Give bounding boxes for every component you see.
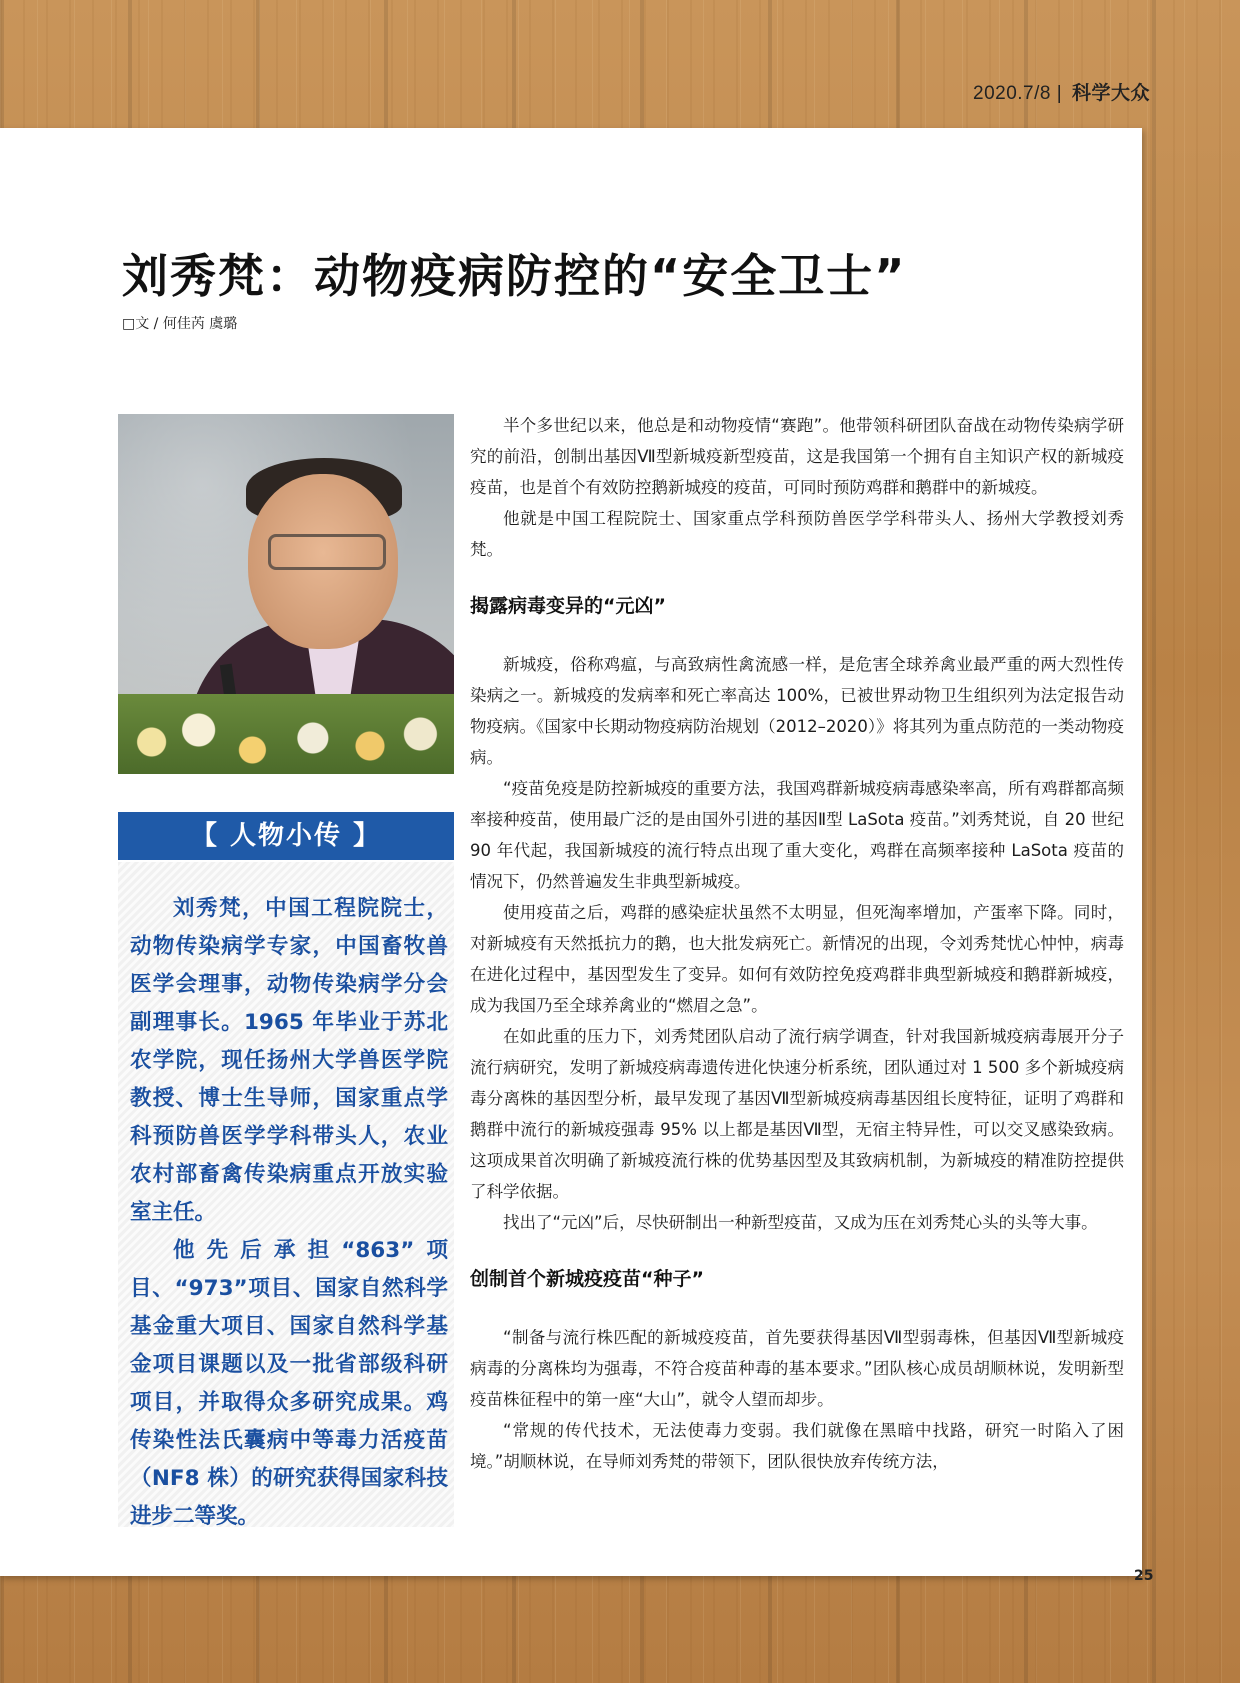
portrait-photo <box>118 414 454 774</box>
bio-text <box>130 890 448 1536</box>
issue-header: 2020.7/8 | 科学大众 <box>973 82 1150 104</box>
issue-date: 2020.7/8 <box>973 83 1051 104</box>
article-byline: □文 / 何佳芮 虞璐 <box>122 316 238 332</box>
body-paragraph: 在如此重的压力下，刘秀梵团队启动了流行病学调查，针对我国新城疫病毒展开分子流行病研究，发明了新城疫病毒遗传进化快速分析系统，团队通过对 1 500 多个新城疫病毒分离株的基因型分析，最早发现了基因Ⅶ型新城疫病毒基因组长度特征，证明了鸡群和鹅群中流行的新城疫强毒 95% 以上都是基因Ⅶ型，无宿主特异性，可以交叉感染致病。这项成果首次明确了新城疫流行株的优势基因型及其致病机制，为新城疫的精准防控提供了科学依据。 <box>470 1027 1124 1201</box>
body-paragraph: “疫苗免疫是防控新城疫的重要方法，我国鸡群新城疫病毒感染率高，所有鸡群都高频率接种疫苗，使用最广泛的是由国外引进的基因Ⅱ型 LaSota 疫苗。”刘秀梵说，自 20 世纪 90 年代起，我国新城疫的流行特点出现了重大变化，鸡群在高频率接种 LaSota 疫苗的情况下，仍然普遍发生非典型新城疫。 <box>470 779 1124 891</box>
body-paragraph: 他就是中国工程院院士、国家重点学科预防兽医学学科带头人、扬州大学教授刘秀梵。 <box>470 509 1124 559</box>
body-paragraph: 使用疫苗之后，鸡群的感染症状虽然不太明显，但死淘率增加，产蛋率下降。同时，对新城疫有天然抵抗力的鹅，也大批发病死亡。新情况的出现，令刘秀梵忧心忡忡，病毒在进化过程中，基因型发生了变异。如何有效防控免疫鸡群非典型新城疫和鹅群新城疫，成为我国乃至全球养禽业的“燃眉之急”。 <box>470 903 1124 1015</box>
body-paragraph: 找出了“元凶”后，尽快研制出一种新型疫苗，又成为压在刘秀梵心头的头等大事。 <box>503 1213 1098 1232</box>
body-paragraph: 新城疫，俗称鸡瘟，与高致病性禽流感一样，是危害全球养禽业最严重的两大烈性传染病之一。新城疫的发病率和死亡率高达 100%，已被世界动物卫生组织列为法定报告动物疫病。《国家中长期动物疫病防治规划（2012–2020）》将其列为重点防范的一类动物疫病。 <box>470 655 1124 767</box>
article-title: 刘秀梵：动物疫病防控的“安全卫士” <box>122 249 907 303</box>
page-number: 25 <box>1134 1568 1154 1584</box>
section-heading: 揭露病毒变异的“元凶” <box>470 595 666 617</box>
body-paragraph: “制备与流行株匹配的新城疫疫苗，首先要获得基因Ⅶ型弱毒株，但基因Ⅶ型新城疫病毒的分离株均为强毒，不符合疫苗种毒的基本要求。”团队核心成员胡顺林说，发明新型疫苗株征程中的第一座“大山”，就令人望而却步。 <box>470 1328 1124 1409</box>
magazine-name: 科学大众 <box>1071 82 1150 104</box>
bio-paragraph: 他先后承担“863”项目、“973”项目、国家自然科学基金重大项目、国家自然科学基金项目课题以及一批省部级科研项目，并取得众多研究成果。鸡传染性法氏囊病中等毒力活疫苗（NF8 株）的研究获得国家科技进步二等奖。 <box>130 1238 448 1529</box>
body-paragraph: 半个多世纪以来，他总是和动物疫情“赛跑”。他带领科研团队奋战在动物传染病学研究的前沿，创制出基因Ⅶ型新城疫新型疫苗，这是我国第一个拥有自主知识产权的新城疫疫苗，也是首个有效防控鹅新城疫的疫苗，可同时预防鸡群和鹅群中的新城疫。 <box>470 416 1124 497</box>
body-paragraph: “常规的传代技术，无法使毒力变弱。我们就像在黑暗中找路，研究一时陷入了困境。”胡顺林说，在导师刘秀梵的带领下，团队很快放弃传统方法， <box>470 1421 1124 1471</box>
bio-paragraph: 刘秀梵，中国工程院院士，动物传染病学专家，中国畜牧兽医学会理事，动物传染病学分会副理事长。1965 年毕业于苏北农学院，现任扬州大学兽医学院教授、博士生导师，国家重点学科预防兽医学学科带头人，农业农村部畜禽传染病重点开放实验室主任。 <box>130 896 448 1225</box>
bio-heading: 【 人物小传 】 <box>118 812 454 860</box>
article-body <box>470 410 1124 1477</box>
section-heading: 创制首个新城疫疫苗“种子” <box>470 1268 704 1290</box>
